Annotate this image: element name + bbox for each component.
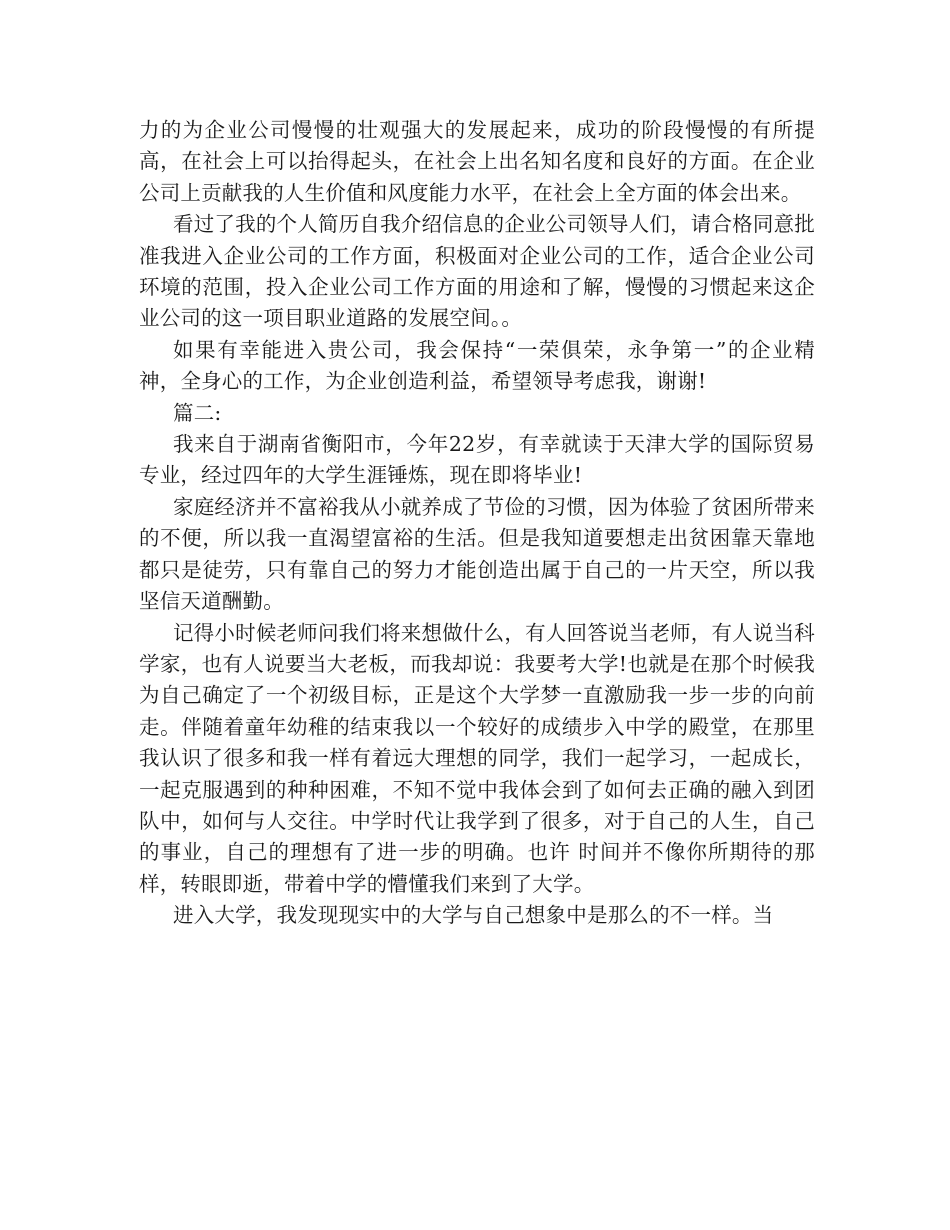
- paragraph-1: 力的为企业公司慢慢的壮观强大的发展起来，成功的阶段慢慢的有所提高，在社会上可以抬得起头，在社会上出名知名度和良好的方面。在企业公司上贡献我的人生价值和风度能力水平，在社会上全方面的体会出来。: [139, 118, 815, 205]
- document-body: [139, 115, 815, 932]
- paragraph-6: 记得小时候老师问我们将来想做什么，有人回答说当老师，有人说当科学家，也有人说要当大老板，而我却说：我要考大学!也就是在那个时候我为自己确定了一个初级目标，正是这个大学梦一直激励我一步一步的向前走。伴随着童年幼稚的结束我以一个较好的成绩步入中学的殿堂，在那里我认识了很多和我一样有着远大理想的同学，我们一起学习，一起成长，一起克服遇到的种种困难，不知不觉中我体会到了如何去正确的融入到团队中，如何与人交往。中学时代让我学到了很多，对于自己的人生，自己的事业，自己的理想有了进一步的明确。也许 时间并不像你所期待的那样，转眼即逝，带着中学的懵懂我们来到了大学。: [139, 620, 815, 896]
- section-heading-part-two: 篇二:: [173, 400, 222, 425]
- paragraph-4: 我来自于湖南省衡阳市，今年22岁，有幸就读于天津大学的国际贸易专业，经过四年的大学生涯锤炼，现在即将毕业!: [139, 432, 815, 488]
- paragraph-7: 进入大学，我发现现实中的大学与自己想象中是那么的不一样。当: [173, 903, 774, 928]
- paragraph-5: 家庭经济并不富裕我从小就养成了节俭的习惯，因为体验了贫困所带来的不便，所以我一直渴望富裕的生活。但是我知道要想走出贫困靠天靠地都只是徒劳，只有靠自己的努力才能创造出属于自己的一片天空，所以我坚信天道酬勤。: [139, 494, 815, 614]
- paragraph-3: 如果有幸能进入贵公司，我会保持“一荣俱荣，永争第一”的企业精神，全身心的工作，为企业创造利益，希望领导考虑我，谢谢!: [139, 337, 815, 394]
- paragraph-2: 看过了我的个人简历自我介绍信息的企业公司领导人们，请合格同意批准我进入企业公司的工作方面，积极面对企业公司的工作，适合企业公司环境的范围，投入企业公司工作方面的用途和了解，慢慢的习惯起来这企业公司的这一项目职业道路的发展空间。。: [139, 212, 815, 331]
